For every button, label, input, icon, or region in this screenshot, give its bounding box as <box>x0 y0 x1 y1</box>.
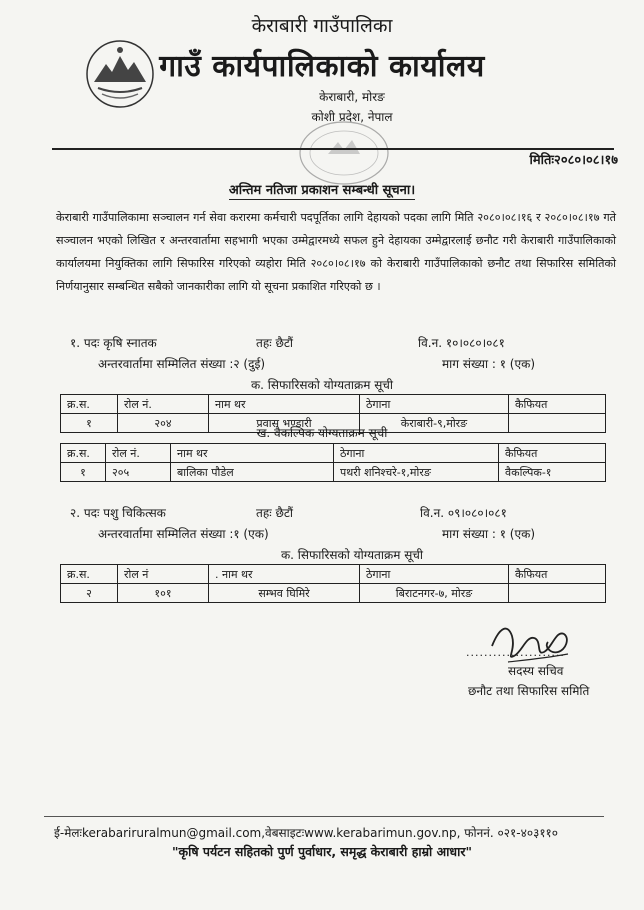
col-address: ठेगाना <box>334 444 499 463</box>
footer-contact: ई-मेलःkerabariruralmun@gmail.com,वेबसाइटःwww.kerabarimun.gov.np, फोननं. ०२१-४०३११० <box>54 826 559 840</box>
cell-sn: १ <box>61 463 106 482</box>
address-line-2: कोशी प्रदेश, नेपाल <box>311 110 393 124</box>
signature-line: ...................... <box>466 646 565 659</box>
table-header-row <box>61 444 606 463</box>
municipality-name: केराबारी गाउँपालिका <box>251 15 393 37</box>
notice-body: केराबारी गाउँपालिकामा सञ्चालन गर्न सेवा करारमा कर्मचारी पदपूर्तिका लागि देहायको पदका लागि मिति २०८०।०८।१६ र २०८०।०८।१७ गते सञ्चालन भएको लिखित र अन्तरवार्तामा सहभागी भएका उम्मेद्वारमध्ये सफल हुने देहायका उम्मेद्वारलाई छनौट गरी केराबारी गाउँपालिकाको कार्यालयमा नियुक्तिका लागि सिफारिस गरिएको व्यहोरा मिति २०८०।०८।१७ को केराबारी गाउँपालिकाको छनौट तथा सिफारिस समितिको निर्णयानुसार सम्बन्धित सबैको जानकारीका लागि यो सूचना प्रकाशित गरिएको छ । <box>56 211 616 293</box>
notice-title <box>0 180 644 198</box>
col-sn: क्र.स. <box>61 565 118 584</box>
table-row <box>61 584 606 603</box>
col-roll: रोल नं <box>118 565 209 584</box>
post2-demand-count: माग संख्या : १ (एक) <box>442 527 535 541</box>
notice-title-text: अन्तिम नतिजा प्रकाशन सम्बन्धी सूचना। <box>228 183 416 198</box>
signatory-committee: छनौट तथा सिफारिस समिति <box>468 684 590 698</box>
official-stamp-icon <box>296 118 392 188</box>
cell-name: बालिका पौडेल <box>171 463 334 482</box>
post2-recommended-title: क. सिफारिसको योग्यताक्रम सूची <box>280 548 424 562</box>
notice-date: मितिः२०८०।०८।१७ <box>529 153 618 168</box>
post2-title: २. पदः पशु चिकित्सक <box>70 506 166 520</box>
col-name: नाम थर <box>209 395 360 414</box>
col-sn: क्र.स. <box>61 395 118 414</box>
col-remarks: कैफियत <box>499 444 606 463</box>
post2-level: तहः छैटौं <box>256 506 294 520</box>
cell-roll: २०५ <box>106 463 171 482</box>
cell-sn: २ <box>61 584 118 603</box>
col-address: ठेगाना <box>360 395 509 414</box>
col-remarks: कैफियत <box>509 565 606 584</box>
col-roll: रोल नं. <box>118 395 209 414</box>
col-name: नाम थर <box>171 444 334 463</box>
address-line-1: केराबारी, मोरङ <box>319 90 385 104</box>
cell-name: प्रवास भण्डारी <box>209 414 360 433</box>
post1-title: १. पदः कृषि स्नातक <box>70 336 157 350</box>
cell-address: केराबारी-९,मोरङ <box>360 414 509 433</box>
col-address: ठेगाना <box>360 565 509 584</box>
post1-interview-count: अन्तरवार्तामा सम्मिलित संख्या :२ (दुई) <box>98 357 266 371</box>
cell-remarks <box>509 584 606 603</box>
col-roll: रोल नं. <box>106 444 171 463</box>
col-name: . नाम थर <box>209 565 360 584</box>
col-remarks: कैफियत <box>509 395 606 414</box>
post1-alternate-table <box>60 443 606 482</box>
post2-notice-no: वि.न. ०९।०८०।०८१ <box>420 506 507 520</box>
cell-roll: २०४ <box>118 414 209 433</box>
cell-sn: १ <box>61 414 118 433</box>
table-header-row <box>61 565 606 584</box>
post1-alternate-title: ख. वैकल्पिक योग्यताक्रम सूची <box>256 426 388 440</box>
office-title: गाउँ कार्यपालिकाको कार्यालय <box>159 49 485 84</box>
signatory-role: सदस्य सचिव <box>508 664 564 678</box>
table-header-row <box>61 395 606 414</box>
cell-address: बिराटनगर-७, मोरङ <box>360 584 509 603</box>
cell-address: पथरी शनिश्चरे-१,मोरङ <box>334 463 499 482</box>
post1-recommended-title: क. सिफारिसको योग्यताक्रम सूची <box>250 378 394 392</box>
cell-remarks: वैकल्पिक-१ <box>499 463 606 482</box>
footer-slogan: "कृषि पर्यटन सहितको पुर्ण पुर्वाधार, समृद्ध केराबारी हाम्रो आधार" <box>172 844 472 859</box>
post1-demand-count: माग संख्या : १ (एक) <box>442 357 535 371</box>
post1-level: तहः छैटौं <box>256 336 294 350</box>
footer-divider <box>44 816 604 817</box>
table-row <box>61 463 606 482</box>
post1-notice-no: वि.न. १०।०८०।०८१ <box>418 336 505 350</box>
cell-name: सम्भव घिमिरे <box>209 584 360 603</box>
post2-interview-count: अन्तरवार्तामा सम्मिलित संख्या :१ (एक) <box>98 527 269 541</box>
col-sn: क्र.स. <box>61 444 106 463</box>
post2-recommended-table <box>60 564 606 603</box>
cell-roll: १०१ <box>118 584 209 603</box>
